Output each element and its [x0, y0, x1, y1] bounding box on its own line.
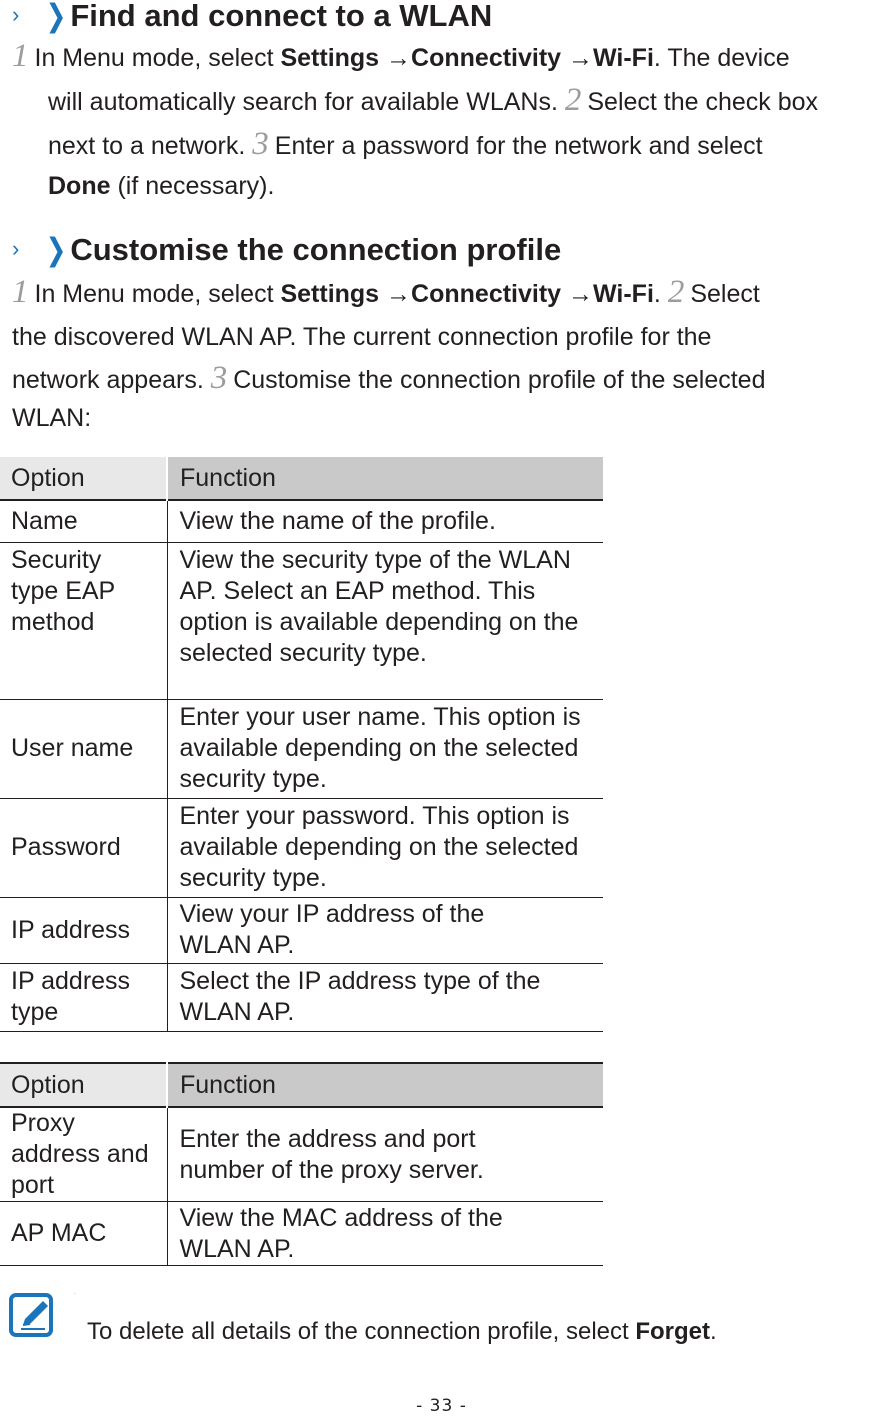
option-cell: Password — [0, 798, 167, 897]
step-line: next to a network. 3 Enter a password for the network and select — [48, 126, 763, 162]
step-line: network appears. 3 Customise the connection profile of the selected — [12, 360, 766, 396]
table-row — [0, 1107, 603, 1202]
bullet-icon: › — [12, 236, 20, 261]
table-header-row — [0, 457, 603, 500]
function-cell: Enter your user name. This option is available depending on the selected security type. — [179, 703, 581, 793]
column-header-function: Function — [167, 457, 603, 500]
chevron-right-icon: ❯ — [45, 232, 67, 267]
function-cell: View your IP address of the WLAN AP. — [179, 900, 485, 959]
section-heading-customise-profile: › ❯ Customise the connection profile — [12, 232, 562, 267]
section-heading-find-connect: › ❯ Find and connect to a WLAN — [12, 0, 493, 33]
option-cell: IP address — [0, 897, 167, 963]
option-cell: Name — [0, 500, 167, 542]
option-cell: Security type EAP method — [0, 542, 167, 699]
options-table-1 — [0, 457, 603, 1032]
step-line: Done (if necessary). — [48, 172, 275, 200]
column-header-option: Option — [0, 1063, 167, 1107]
function-cell: View the security type of the WLAN AP. Select an EAP method. This option is available depending on the selected security type. — [179, 545, 579, 667]
table-row — [0, 699, 603, 798]
function-cell: View the MAC address of the WLAN AP. — [179, 1203, 503, 1263]
table-row — [0, 500, 603, 542]
function-cell: Select the IP address type of the WLAN AP. — [179, 967, 541, 1026]
decorative-mark: . — [74, 1290, 76, 1296]
function-cell: Enter your password. This option is available depending on the selected security type. — [179, 802, 579, 892]
table-row — [0, 897, 603, 963]
column-header-option: Option — [0, 457, 167, 500]
option-cell: IP address type — [0, 963, 167, 1031]
page-number: - 33 - — [416, 1396, 467, 1416]
table-header-row — [0, 1063, 603, 1107]
function-cell: View the name of the profile. — [179, 506, 496, 535]
paragraph-line: WLAN: — [12, 404, 92, 432]
chevron-right-icon: ❯ — [45, 0, 67, 33]
option-cell: User name — [0, 699, 167, 798]
options-table-2 — [0, 1062, 603, 1266]
step-line: will automatically search for available WLANs. 2 Select the check box — [48, 82, 819, 118]
note-pencil-icon — [9, 1293, 57, 1339]
table-row — [0, 963, 603, 1031]
step-line: 1 In Menu mode, select Settings →Connectivity →Wi-Fi. 2 Select — [12, 274, 760, 310]
paragraph-line: the discovered WLAN AP. The current connection profile for the — [12, 323, 712, 351]
column-header-function: Function — [167, 1063, 603, 1107]
bullet-icon: › — [12, 2, 20, 27]
step-line: 1 In Menu mode, select Settings →Connectivity →Wi-Fi. The device — [12, 38, 790, 74]
option-cell: Proxy address and port — [0, 1107, 167, 1202]
table-row — [0, 1202, 603, 1266]
note-text: To delete all details of the connection profile, select Forget. — [87, 1318, 717, 1345]
function-cell: Enter the address and port number of the proxy server. — [179, 1124, 484, 1184]
table-row — [0, 542, 603, 699]
option-cell: AP MAC — [0, 1202, 167, 1266]
table-row — [0, 798, 603, 897]
